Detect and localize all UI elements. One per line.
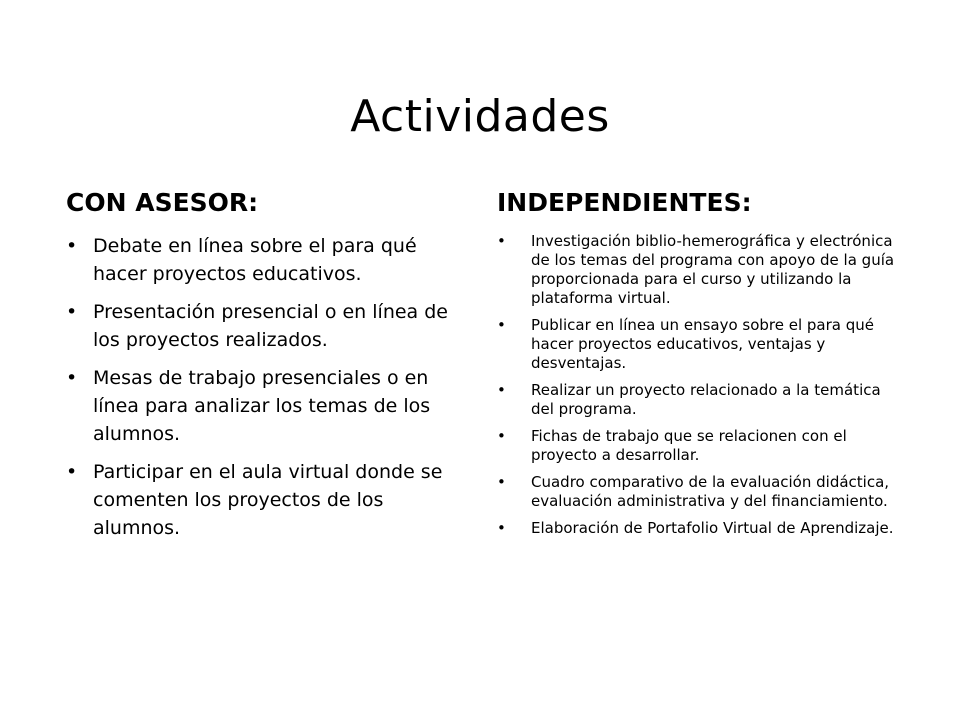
bullet-icon: • — [497, 381, 506, 399]
slide-title: Actividades — [350, 91, 610, 143]
list-item — [497, 381, 907, 419]
list-item — [66, 458, 466, 542]
list-item-text: Investigación biblio-hemerográfica y electrónica de los temas del programa con apoyo de la guía proporcionada para el curso y utilizando la plataforma virtual. — [531, 232, 895, 307]
left-column-con-asesor — [66, 185, 466, 552]
list-item-text: Realizar un proyecto relacionado a la temática del programa. — [531, 381, 881, 418]
list-item-text: Presentación presencial o en línea de los proyectos realizados. — [93, 301, 448, 351]
list-item — [66, 298, 466, 354]
right-column-independientes — [497, 185, 907, 546]
list-item-text: Cuadro comparativo de la evaluación didáctica, evaluación administrativa y del financiamiento. — [531, 473, 890, 510]
bullet-icon: • — [497, 473, 506, 491]
list-item-text: Mesas de trabajo presenciales o en línea para analizar los temas de los alumnos. — [93, 367, 431, 445]
left-bullet-list — [66, 232, 466, 542]
list-item-text: Elaboración de Portafolio Virtual de Aprendizaje. — [531, 519, 894, 537]
list-item-text: Debate en línea sobre el para qué hacer proyectos educativos. — [93, 235, 417, 285]
list-item — [497, 427, 907, 465]
list-item-text: Participar en el aula virtual donde se comenten los proyectos de los alumnos. — [93, 461, 443, 539]
bullet-icon: • — [66, 367, 78, 389]
bullet-icon: • — [497, 316, 506, 334]
right-bullet-list — [497, 232, 907, 538]
bullet-icon: • — [66, 461, 78, 483]
list-item — [66, 232, 466, 288]
list-item-text: Fichas de trabajo que se relacionen con el proyecto a desarrollar. — [531, 427, 847, 464]
list-item — [497, 232, 907, 308]
list-item-text: Publicar en línea un ensayo sobre el para qué hacer proyectos educativos, ventajas y desventajas. — [531, 316, 875, 372]
left-column-heading: CON ASESOR: — [66, 188, 259, 217]
bullet-icon: • — [66, 301, 78, 323]
bullet-icon: • — [497, 232, 506, 250]
right-column-heading: INDEPENDIENTES: — [497, 188, 752, 217]
list-item — [497, 473, 907, 511]
bullet-icon: • — [497, 519, 506, 537]
bullet-icon: • — [66, 235, 78, 257]
list-item — [497, 316, 907, 373]
list-item — [497, 519, 907, 538]
bullet-icon: • — [497, 427, 506, 445]
list-item — [66, 364, 466, 448]
